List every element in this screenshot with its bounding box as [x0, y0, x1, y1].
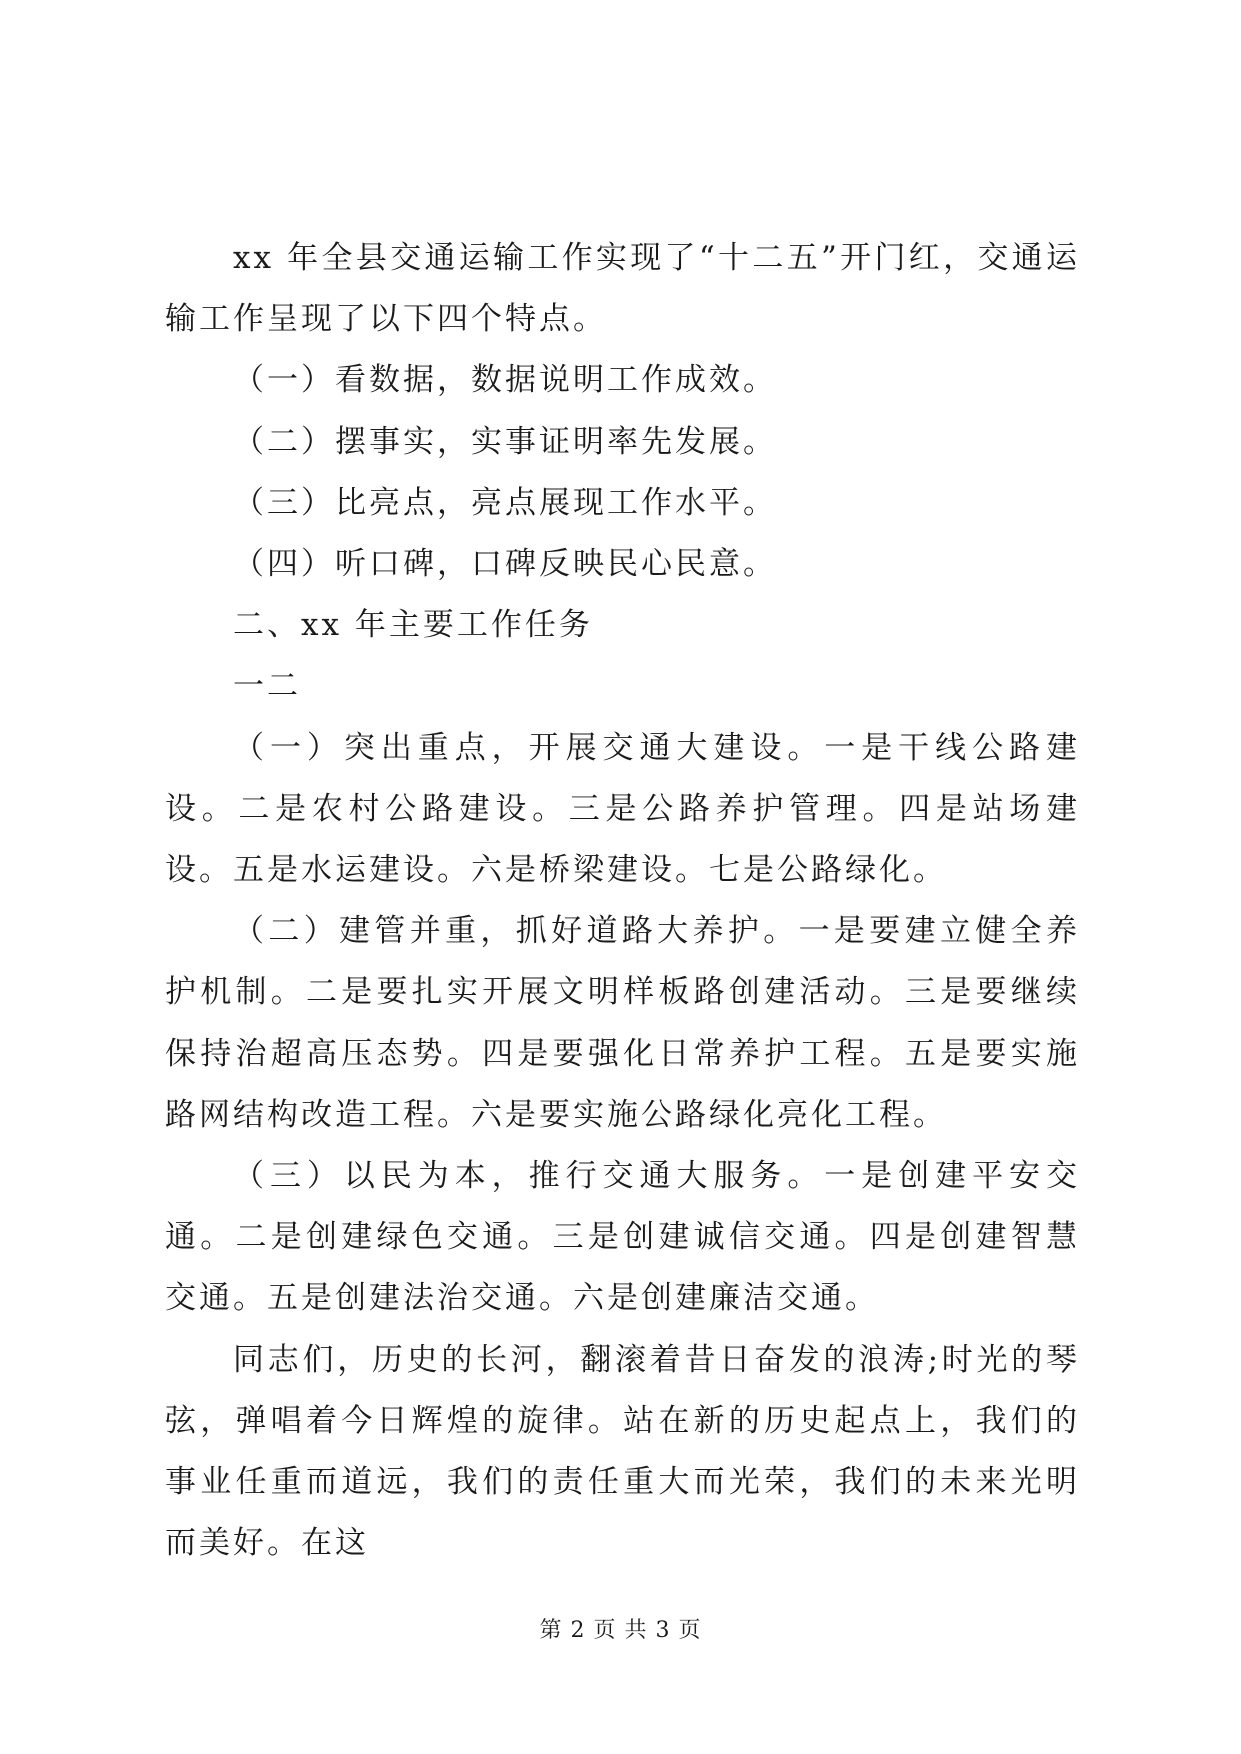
feature-item-2: （二）摆事实，实事证明率先发展。	[233, 423, 777, 460]
feature-item-4: （四）听口碑，口碑反映民心民意。	[233, 546, 777, 583]
document-body	[165, 228, 1080, 1574]
closing-paragraph: 同志们，历史的长河，翻滚着昔日奋发的浪涛;时光的琴弦，弹唱着今日辉煌的旋律。站在新的历史起点上，我们的事业任重而道远，我们的责任重大而光荣，我们的未来光明而美好。在这	[165, 1341, 1080, 1562]
intro-paragraph: xx 年全县交通运输工作实现了“十二五”开门红，交通运输工作呈现了以下四个特点。	[165, 240, 1080, 338]
task-paragraph-3: （三）以民为本，推行交通大服务。一是创建平安交通。二是创建绿色交通。三是创建诚信交通。四是创建智慧交通。五是创建法治交通。六是创建廉洁交通。	[165, 1158, 1080, 1317]
feature-item-3: （三）比亮点，亮点展现工作水平。	[233, 484, 777, 521]
task-paragraph-1: （一）突出重点，开展交通大建设。一是干线公路建设。二是农村公路建设。三是公路养护管理。四是站场建设。五是水运建设。六是桥梁建设。七是公路绿化。	[165, 729, 1080, 889]
section-marker: 一二	[233, 668, 301, 705]
feature-item-1: （一）看数据，数据说明工作成效。	[233, 362, 777, 399]
section-heading: 二、xx 年主要工作任务	[233, 607, 593, 644]
task-paragraph-2: （二）建管并重，抓好道路大养护。一是要建立健全养护机制。二是要扎实开展文明样板路创建活动。三是要继续保持治超高压态势。四是要强化日常养护工程。五是要实施路网结构改造工程。六是要实施公路绿化亮化工程。	[165, 913, 1080, 1133]
page-number-footer: 第 2 页 共 3 页	[539, 1618, 702, 1643]
